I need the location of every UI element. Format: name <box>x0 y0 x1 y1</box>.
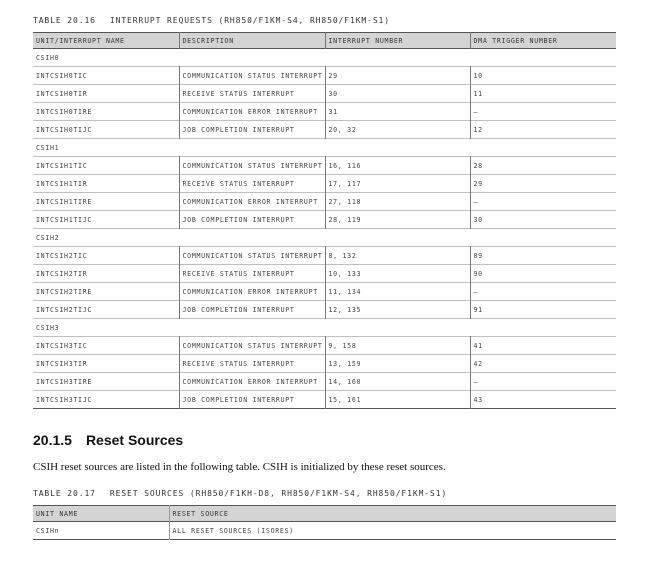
interrupt-name-cell: INTCSIH2TIRE <box>36 287 93 296</box>
reset-source-cell: ALL RESET SOURCES (ISORES) <box>169 522 616 540</box>
description-cell: COMMUNICATION STATUS INTERRUPT <box>179 247 325 265</box>
table-row <box>33 247 616 265</box>
table-20-16-caption-title: INTERRUPT REQUESTS (RH850/F1KM-S4, RH850/F1KM-S1) <box>109 16 390 25</box>
description-cell: COMMUNICATION ERROR INTERRUPT <box>179 373 325 391</box>
description-cell: RECEIVE STATUS INTERRUPT <box>179 265 325 283</box>
table-row <box>33 193 616 211</box>
dma-trigger-cell: 28 <box>470 157 616 175</box>
column-header-reset-source: RESET SOURCE <box>169 506 616 522</box>
table-row <box>33 373 616 391</box>
dma-trigger-cell: 41 <box>470 337 616 355</box>
interrupt-requests-body <box>33 49 616 409</box>
table-row <box>33 337 616 355</box>
section-title: Reset Sources <box>85 432 184 448</box>
dma-trigger-cell: — <box>470 283 616 301</box>
group-row <box>33 229 616 247</box>
table-row <box>33 355 616 373</box>
table-row <box>33 157 616 175</box>
description-cell: RECEIVE STATUS INTERRUPT <box>179 355 325 373</box>
table-row <box>33 121 616 139</box>
table-row <box>33 391 616 409</box>
interrupt-name-cell: INTCSIH1TIR <box>36 179 88 188</box>
table-row <box>33 67 616 85</box>
column-header-dma-trigger-number: DMA TRIGGER NUMBER <box>470 33 616 49</box>
table-20-17-caption <box>33 489 447 498</box>
group-row <box>33 139 616 157</box>
unit-name-cell: CSIHn <box>36 526 60 535</box>
dma-trigger-cell: 29 <box>470 175 616 193</box>
dma-trigger-cell: 11 <box>470 85 616 103</box>
table-row <box>33 85 616 103</box>
section-number: 20.1.5 <box>33 432 72 448</box>
description-cell: JOB COMPLETION INTERRUPT <box>179 211 325 229</box>
group-label: CSIH1 <box>36 143 60 152</box>
group-label: CSIH3 <box>36 323 60 332</box>
table-header-row <box>33 33 616 49</box>
interrupt-number-cell: 15, 161 <box>325 391 470 409</box>
dma-trigger-cell: 12 <box>470 121 616 139</box>
dma-trigger-cell: 89 <box>470 247 616 265</box>
table-row <box>33 301 616 319</box>
description-cell: RECEIVE STATUS INTERRUPT <box>179 175 325 193</box>
interrupt-number-cell: 28, 119 <box>325 211 470 229</box>
interrupt-number-cell: 14, 160 <box>325 373 470 391</box>
dma-trigger-cell: 90 <box>470 265 616 283</box>
group-label: CSIH2 <box>36 233 60 242</box>
interrupt-number-cell: 9, 158 <box>325 337 470 355</box>
dma-trigger-cell: 91 <box>470 301 616 319</box>
interrupt-name-cell: INTCSIH0TIJC <box>36 125 93 134</box>
interrupt-name-cell: INTCSIH1TIC <box>36 161 88 170</box>
table-row <box>33 103 616 121</box>
column-header-unit-name: UNIT NAME <box>36 509 79 518</box>
description-cell: RECEIVE STATUS INTERRUPT <box>179 85 325 103</box>
interrupt-name-cell: INTCSIH2TIJC <box>36 305 93 314</box>
section-body-text: CSIH reset sources are listed in the following table. CSIH is initialized by these reset sources. <box>33 461 446 473</box>
description-cell: COMMUNICATION ERROR INTERRUPT <box>179 193 325 211</box>
dma-trigger-cell: — <box>470 193 616 211</box>
description-cell: COMMUNICATION STATUS INTERRUPT <box>179 337 325 355</box>
dma-trigger-cell: 30 <box>470 211 616 229</box>
interrupt-number-cell: 27, 118 <box>325 193 470 211</box>
interrupt-number-cell: 30 <box>325 85 470 103</box>
dma-trigger-cell: 43 <box>470 391 616 409</box>
interrupt-number-cell: 13, 159 <box>325 355 470 373</box>
description-cell: COMMUNICATION ERROR INTERRUPT <box>179 283 325 301</box>
column-header-description: DESCRIPTION <box>179 33 325 49</box>
interrupt-name-cell: INTCSIH3TIR <box>36 359 88 368</box>
interrupt-number-cell: 10, 133 <box>325 265 470 283</box>
table-20-16-caption <box>33 16 390 25</box>
reset-sources-table <box>33 505 616 540</box>
interrupt-name-cell: INTCSIH0TIR <box>36 89 88 98</box>
interrupt-name-cell: INTCSIH3TIJC <box>36 395 93 404</box>
interrupt-number-cell: 29 <box>325 67 470 85</box>
interrupt-number-cell: 20, 32 <box>325 121 470 139</box>
interrupt-name-cell: INTCSIH2TIC <box>36 251 88 260</box>
table-row <box>33 175 616 193</box>
table-header-row <box>33 506 616 522</box>
table-20-17-caption-title: RESET SOURCES (RH850/F1KH-D8, RH850/F1KM-S4, RH850/F1KM-S1) <box>109 489 448 498</box>
interrupt-name-cell: INTCSIH1TIJC <box>36 215 93 224</box>
dma-trigger-cell: — <box>470 373 616 391</box>
description-cell: COMMUNICATION STATUS INTERRUPT <box>179 157 325 175</box>
interrupt-name-cell: INTCSIH0TIRE <box>36 107 93 116</box>
group-row <box>33 49 616 67</box>
interrupt-name-cell: INTCSIH3TIRE <box>36 377 93 386</box>
interrupt-number-cell: 31 <box>325 103 470 121</box>
dma-trigger-cell: 10 <box>470 67 616 85</box>
description-cell: JOB COMPLETION INTERRUPT <box>179 301 325 319</box>
interrupt-number-cell: 16, 116 <box>325 157 470 175</box>
dma-trigger-cell: 42 <box>470 355 616 373</box>
interrupt-number-cell: 17, 117 <box>325 175 470 193</box>
interrupt-name-cell: INTCSIH2TIR <box>36 269 88 278</box>
reset-sources-body <box>33 522 616 540</box>
table-row <box>33 522 616 540</box>
interrupt-number-cell: 11, 134 <box>325 283 470 301</box>
table-row <box>33 265 616 283</box>
description-cell: COMMUNICATION STATUS INTERRUPT <box>179 67 325 85</box>
table-row <box>33 211 616 229</box>
column-header-interrupt-number: INTERRUPT NUMBER <box>325 33 470 49</box>
interrupt-number-cell: 12, 135 <box>325 301 470 319</box>
interrupt-requests-table <box>33 32 616 409</box>
description-cell: JOB COMPLETION INTERRUPT <box>179 121 325 139</box>
interrupt-name-cell: INTCSIH3TIC <box>36 341 88 350</box>
group-label: CSIH0 <box>36 53 60 62</box>
interrupt-number-cell: 8, 132 <box>325 247 470 265</box>
table-20-17-caption-number: TABLE 20.17 <box>33 489 96 498</box>
description-cell: COMMUNICATION ERROR INTERRUPT <box>179 103 325 121</box>
interrupt-name-cell: INTCSIH0TIC <box>36 71 88 80</box>
interrupt-name-cell: INTCSIH1TIRE <box>36 197 93 206</box>
table-row <box>33 283 616 301</box>
table-20-16-caption-number: TABLE 20.16 <box>33 16 96 25</box>
dma-trigger-cell: — <box>470 103 616 121</box>
description-cell: JOB COMPLETION INTERRUPT <box>179 391 325 409</box>
group-row <box>33 319 616 337</box>
section-heading <box>33 432 183 448</box>
column-header-unit-interrupt-name: UNIT/INTERRUPT NAME <box>36 36 125 45</box>
